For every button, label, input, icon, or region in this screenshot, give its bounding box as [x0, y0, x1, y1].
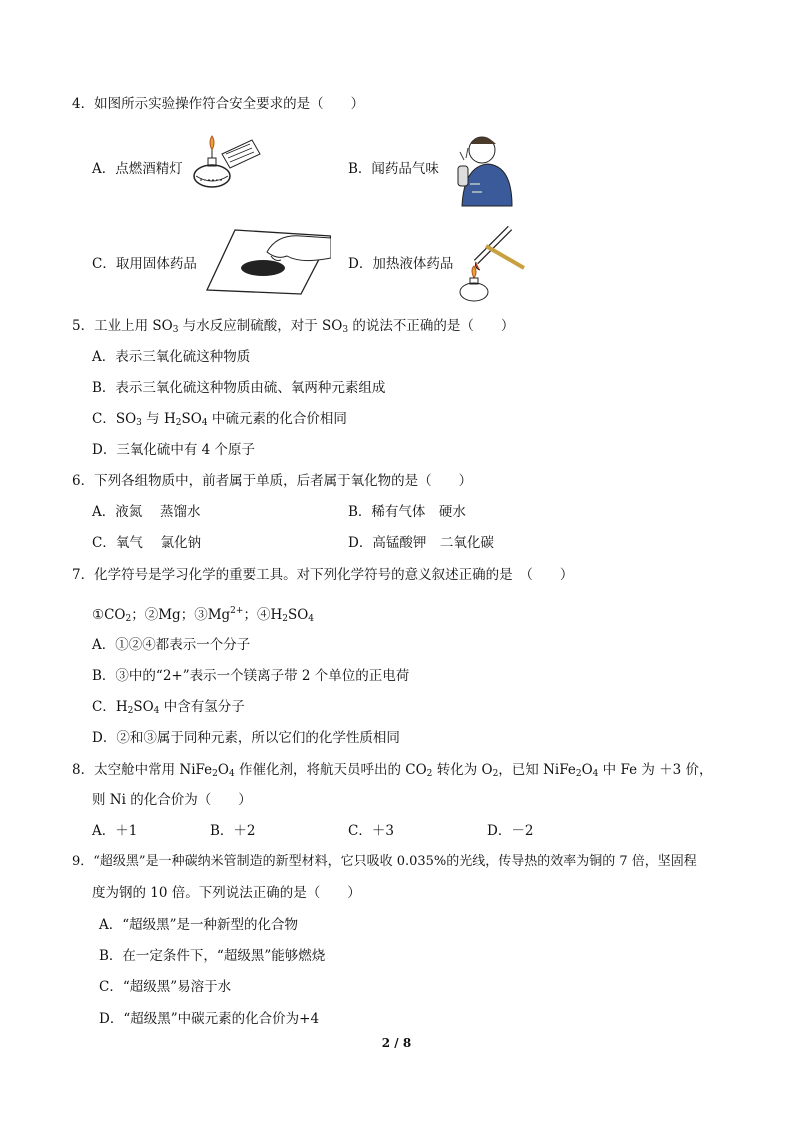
q9-option-a: A．“超级黑”是一种新型的化合物 — [99, 917, 299, 933]
q8-option-c: C．＋3 — [348, 823, 394, 839]
q6-option-d: D．高锰酸钾 二氧化碳 — [348, 535, 494, 551]
q7-option-b: B．③中的“2+”表示一个镁离子带 2 个单位的正电荷 — [92, 668, 410, 684]
q5-option-d: D．三氧化硫中有 4 个原子 — [92, 442, 255, 458]
question-5-stem: 5．工业上用 $SO_3$ 与水反应制硫酸，对于 $SO_3$ 的说法不正确的是（ ） — [72, 318, 515, 335]
q5-option-a: A．表示三氧化硫这种物质 — [92, 349, 251, 365]
q9-option-d: D．“超级黑”中碳元素的化合价为+4 — [99, 1011, 320, 1027]
smelling-chemicals-image — [452, 132, 524, 208]
question-6-stem: 6．下列各组物质中，前者属于单质，后者属于氧化物的是（ ） — [72, 473, 473, 489]
q7-option-a: A．①②④都表示一个分子 — [92, 637, 251, 653]
q8-option-a: A．＋1 — [92, 823, 138, 839]
alcohol-lamp-lighting-image — [186, 132, 266, 190]
q6-option-c: C．氧气 氯化钠 — [92, 535, 202, 551]
q9-option-b: B．在一定条件下，“超级黑”能够燃烧 — [99, 948, 326, 964]
question-8-stem-line2: 则 Ni 的化合价为（ ） — [92, 792, 252, 808]
q8-option-b: B．＋2 — [210, 823, 256, 839]
q9-option-c: C．“超级黑”易溶于水 — [99, 979, 232, 995]
q4-option-c: C．取用固体药品 — [92, 256, 197, 272]
heating-liquid-image — [456, 222, 528, 304]
question-4-stem: 4．如图所示实验操作符合安全要求的是（ ） — [72, 96, 365, 112]
q7-option-c: C．$H_2SO_4$ 中含有氢分子 — [92, 699, 245, 716]
question-7-stem: 7．化学符号是学习化学的重要工具。对下列化学符号的意义叙述正确的是 （ ） — [72, 567, 574, 583]
q7-option-d: D．②和③属于同种元素，所以它们的化学性质相同 — [92, 730, 400, 746]
q8-option-d: D．－2 — [487, 823, 534, 839]
q4-option-a: A．点燃酒精灯 — [92, 161, 183, 177]
q7-symbols: $①CO_2$；②Mg；$③Mg^{2+}$；$④H_2SO_4$ — [92, 606, 315, 624]
page-number: 2 / 8 — [381, 1036, 412, 1050]
q5-option-c: C．$SO_3$ 与 $H_2SO_4$ 中硫元素的化合价相同 — [92, 411, 347, 428]
question-9-stem-line1: 9．“超级黑”是一种碳纳米管制造的新型材料，它只吸收 0.035%的光线，传导热的效率为铜的 7 倍，坚固程 — [72, 854, 697, 869]
question-9-stem-line2: 度为钢的 10 倍。下列说法正确的是（ ） — [92, 885, 361, 901]
q4-option-d: D．加热液体药品 — [348, 256, 454, 272]
taking-solid-chemical-image — [205, 222, 331, 298]
q5-option-b: B．表示三氧化硫这种物质由硫、氧两种元素组成 — [92, 380, 386, 396]
q4-option-b: B．闻药品气味 — [348, 161, 439, 177]
q6-option-b: B．稀有气体 硬水 — [348, 504, 466, 520]
question-8-stem-line1: 8．太空舱中常用 $NiFe_2O_4$ 作催化剂，将航天员呼出的 $CO_2$ 转化为 $O_2$，已知 $NiFe_2O_4$ 中 Fe 为 ＋3 价， — [72, 762, 713, 779]
q6-option-a: A．液氮 蒸馏水 — [92, 504, 201, 520]
